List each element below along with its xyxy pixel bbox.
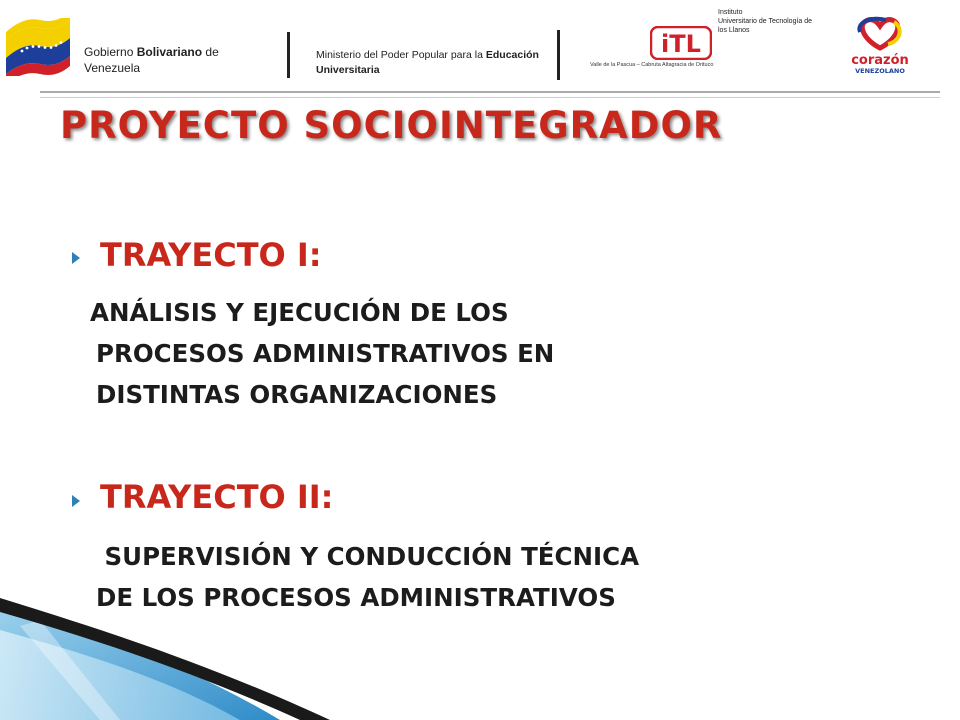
bullet-arrow-icon	[72, 252, 80, 264]
ministry-text-bold2: Universitaria	[316, 64, 380, 76]
bullet-arrow-icon	[72, 495, 80, 507]
ministry-text-prefix: Ministerio del Poder Popular para la	[316, 49, 483, 61]
government-text-bold: Bolivariano	[136, 45, 203, 59]
trayecto-1-description	[90, 292, 896, 415]
trayecto-2-heading: TRAYECTO II:	[100, 478, 334, 516]
corazon-logo-text-line1: corazón	[851, 53, 909, 68]
trayecto-2-line-1: SUPERVISIÓN Y CONDUCCIÓN TÉCNICA	[96, 542, 640, 571]
header-separator	[287, 32, 290, 78]
trayecto-1-line-3: DISTINTAS ORGANIZACIONES	[96, 380, 498, 409]
header-divider	[40, 91, 940, 98]
institute-subtext: Valle de la Pascua – Cabruta Altagracia de Orituco	[590, 62, 714, 68]
corazon-venezolano-logo	[842, 14, 918, 76]
institute-label	[718, 8, 838, 35]
trayecto-2-line-2: DE LOS PROCESOS ADMINISTRATIVOS	[96, 583, 616, 612]
government-text-prefix: Gobierno	[84, 45, 134, 59]
decorative-wave	[0, 560, 360, 720]
institute-text-line1: Instituto	[718, 9, 743, 16]
ministry-text-bold1: Educación	[485, 49, 539, 61]
header-banner	[0, 0, 960, 92]
institute-text-line2: Universitario de Tecnología de	[718, 18, 813, 25]
institute-logo	[650, 26, 712, 60]
institute-text-line3: los Llanos	[718, 27, 750, 34]
government-text-suffix: de	[205, 45, 219, 59]
corazon-logo-text-line2: VENEZOLANO	[855, 67, 905, 75]
trayecto-1-line-2: PROCESOS ADMINISTRATIVOS EN	[96, 339, 555, 368]
trayecto-1-line-1: ANÁLISIS Y EJECUCIÓN DE LOS	[90, 298, 509, 327]
venezuela-flag-logo	[4, 18, 72, 76]
header-separator	[557, 30, 560, 80]
ministry-label	[316, 48, 556, 78]
trayecto-1-heading: TRAYECTO I:	[100, 236, 322, 274]
slide-title: PROYECTO SOCIOINTEGRADOR	[60, 104, 723, 147]
government-text-line2: Venezuela	[84, 61, 141, 75]
institute-logo-text: iTL	[661, 30, 701, 58]
government-label	[84, 44, 254, 76]
